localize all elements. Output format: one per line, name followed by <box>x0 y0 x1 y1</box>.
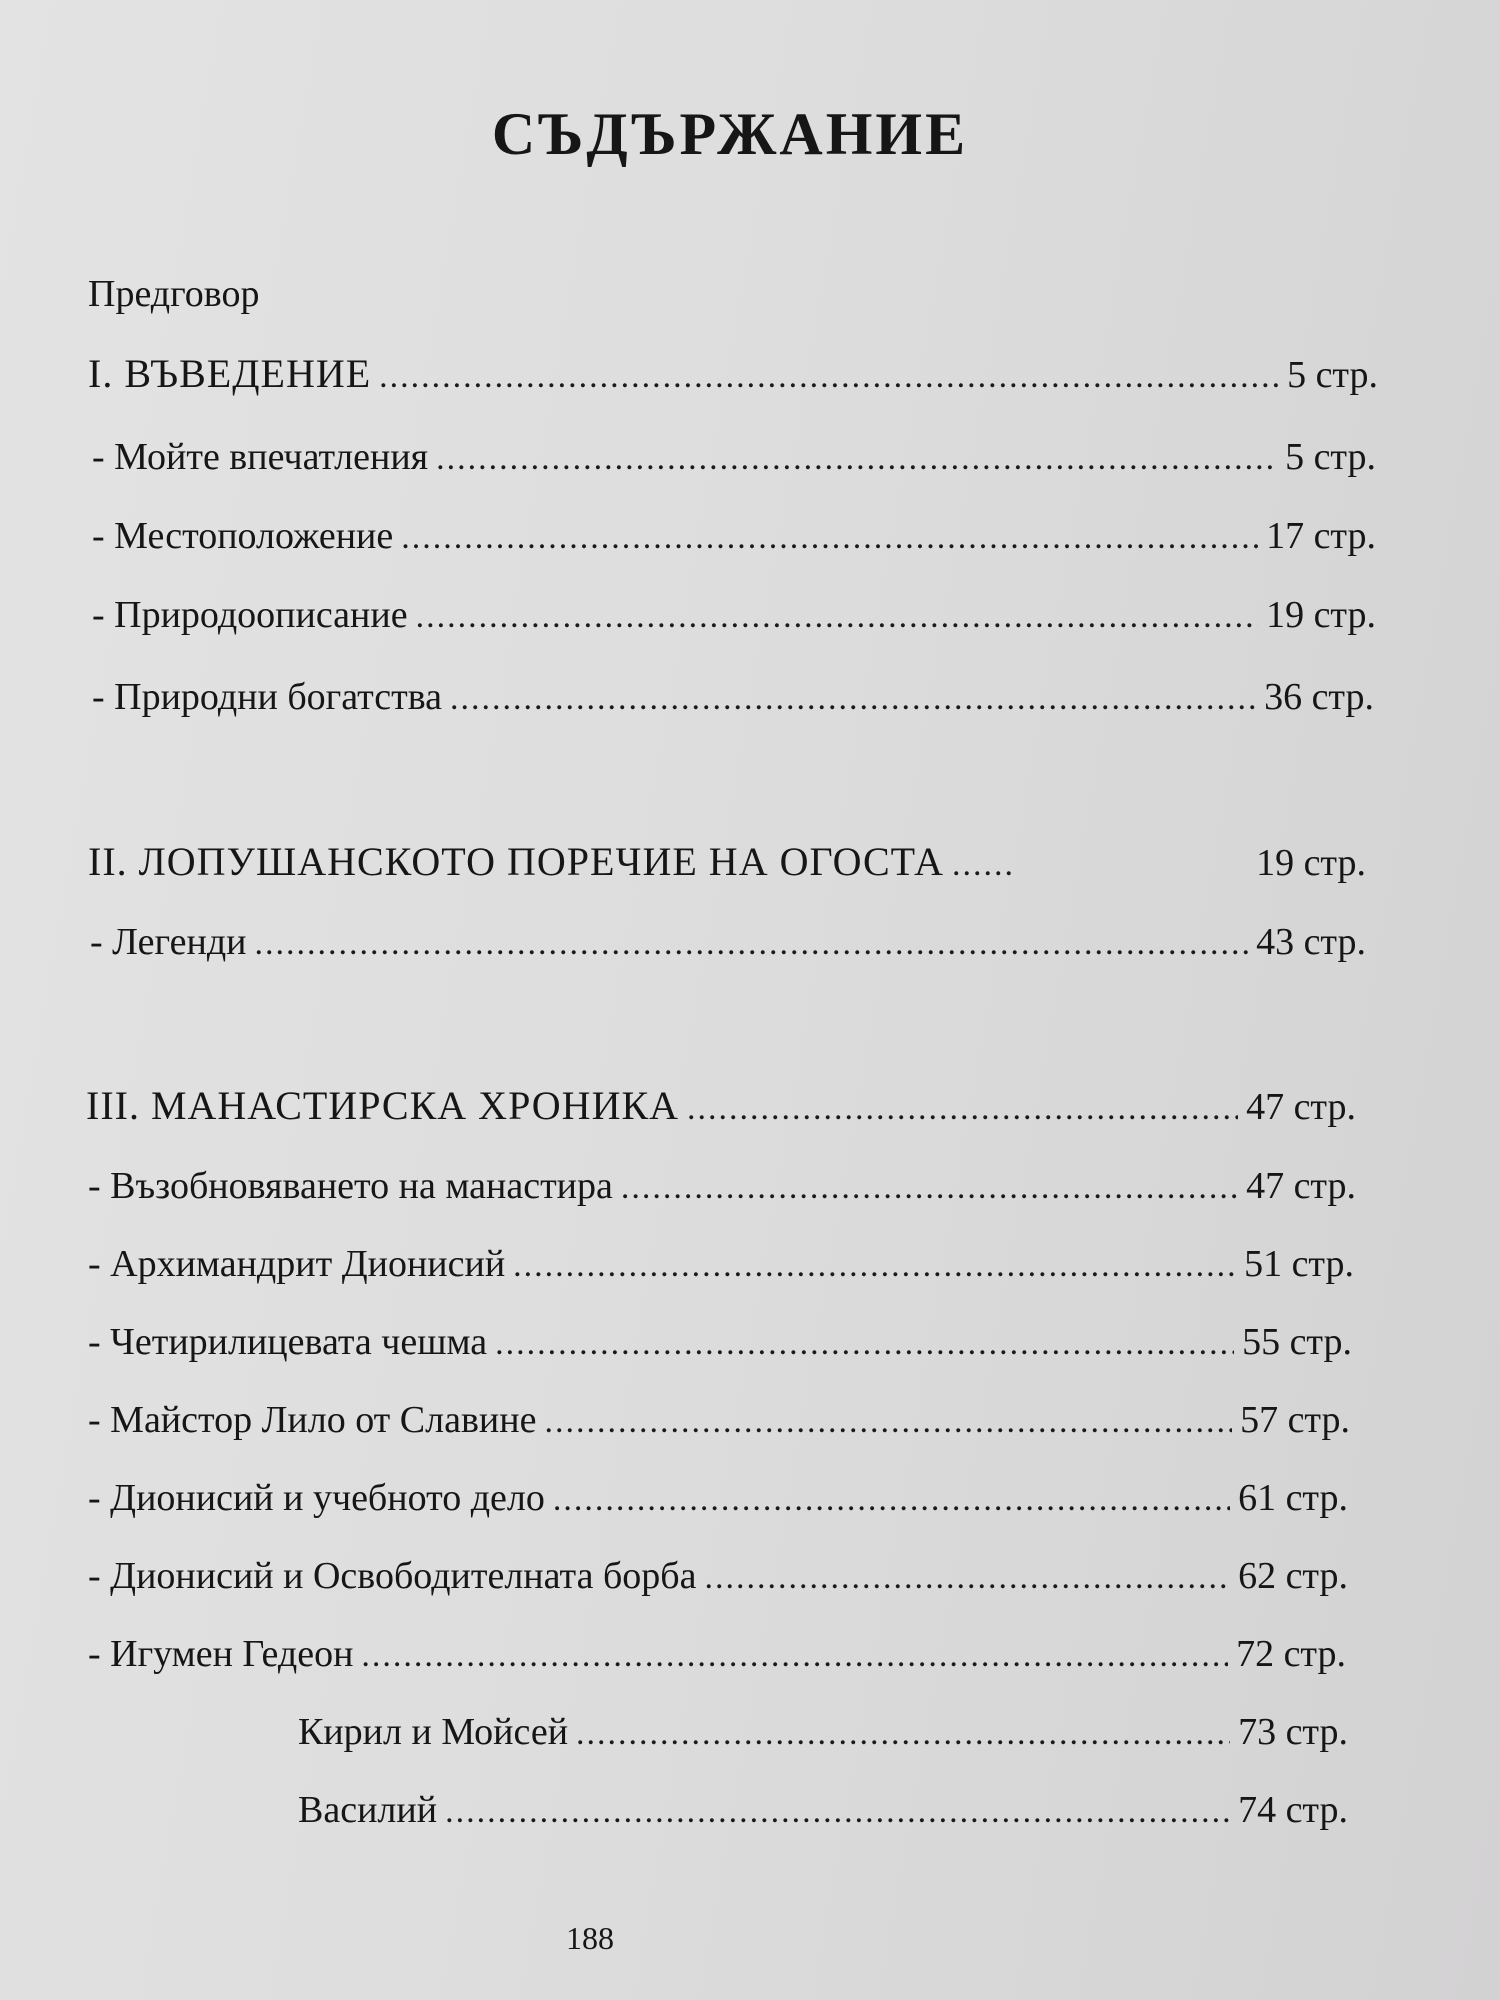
page-title: СЪДЪРЖАНИЕ <box>491 101 969 167</box>
toc-entry-page: 62 стр. <box>1238 1555 1348 1597</box>
toc-entry-page: 47 стр. <box>1246 1165 1356 1207</box>
toc-preface: Предговор <box>88 273 260 315</box>
toc-entry-page: 5 стр. <box>1285 436 1376 478</box>
toc-entry <box>88 1398 1350 1444</box>
toc-entry-label: - Природни богатства <box>92 676 442 718</box>
toc-entry-page: 57 стр. <box>1240 1399 1350 1441</box>
toc-entry <box>88 1632 1346 1678</box>
toc-entry-label: - Дионисий и учебното дело <box>88 1477 545 1519</box>
toc-entry <box>92 514 1376 560</box>
toc-entry-page: 51 стр. <box>1244 1243 1354 1285</box>
toc-entry-page: 19 стр. <box>1256 842 1366 884</box>
toc-leader <box>255 922 1249 966</box>
toc-entry-page: 74 стр. <box>1238 1789 1348 1831</box>
toc-entry-label: II. ЛОПУШАНСКОТО ПОРЕЧИЕ НА ОГОСТА <box>88 839 944 884</box>
toc-entry-page: 55 стр. <box>1242 1321 1352 1363</box>
toc-entry <box>88 1554 1348 1600</box>
toc-entry <box>298 1710 1348 1756</box>
toc-leader <box>361 1634 1228 1678</box>
toc-entry <box>88 1476 1348 1522</box>
toc-entry <box>92 435 1376 481</box>
toc-entry <box>88 352 1378 399</box>
toc-entry <box>90 920 1366 966</box>
toc-entry-page: 36 стр. <box>1264 676 1374 718</box>
toc-entry <box>86 1084 1356 1131</box>
toc-entry <box>92 675 1374 721</box>
toc-leader <box>621 1166 1238 1210</box>
toc-leader <box>379 355 1279 399</box>
toc-entry-label: - Игумен Гедеон <box>88 1633 354 1675</box>
toc-entry-label: Кирил и Мойсей <box>298 1711 569 1753</box>
toc-leader <box>401 516 1258 560</box>
toc-entry <box>88 1164 1356 1210</box>
toc-entry-label: III. МАНАСТИРСКА ХРОНИКА <box>86 1083 680 1128</box>
toc-entry-label: - Дионисий и Освободителната борба <box>88 1555 697 1597</box>
toc-entry-page: 17 стр. <box>1266 515 1376 557</box>
toc-leader <box>495 1322 1234 1366</box>
toc-leader <box>416 595 1258 639</box>
toc-entry-label: - Майстор Лило от Славине <box>88 1399 537 1441</box>
toc-leader <box>553 1478 1230 1522</box>
toc-entry <box>298 1788 1348 1834</box>
toc-entry-page: 43 стр. <box>1256 921 1366 963</box>
toc-entry-page: 73 стр. <box>1238 1711 1348 1753</box>
toc-entry <box>88 840 1366 887</box>
page-number: 188 <box>566 1920 614 1956</box>
toc-leader <box>687 1087 1238 1131</box>
toc-entry-page: 5 стр. <box>1287 354 1378 396</box>
toc-leader <box>704 1556 1230 1600</box>
toc-entry-page: 19 стр. <box>1266 594 1376 636</box>
toc-entry-label: - Мойте впечатления <box>92 436 429 478</box>
toc-entry-label: I. ВЪВЕДЕНИЕ <box>88 351 372 396</box>
toc-entry-label: - Местоположение <box>92 515 394 557</box>
toc-entry-page: 61 стр. <box>1238 1477 1348 1519</box>
toc-leader <box>436 437 1277 481</box>
toc-leader <box>544 1400 1232 1444</box>
toc-entry-label: Василий <box>298 1789 438 1831</box>
toc-entry-label: - Възобновяването на манастира <box>88 1165 613 1207</box>
toc-entry-label: - Архимандрит Дионисий <box>88 1243 506 1285</box>
toc-entry-page: 47 стр. <box>1246 1086 1356 1128</box>
toc-entry <box>88 1242 1354 1288</box>
toc-leader <box>576 1712 1230 1756</box>
toc-entry <box>92 593 1376 639</box>
toc-leader <box>513 1244 1236 1288</box>
toc-leader <box>952 843 1012 887</box>
toc-entry <box>88 1320 1352 1366</box>
toc-entry-label: - Легенди <box>90 921 247 963</box>
toc-entry-label: - Природоописание <box>92 594 408 636</box>
toc-entry-page: 72 стр. <box>1236 1633 1346 1675</box>
toc-leader <box>445 1790 1230 1834</box>
toc-entry-label: - Четирилицевата чешма <box>88 1321 488 1363</box>
toc-leader <box>450 677 1256 721</box>
